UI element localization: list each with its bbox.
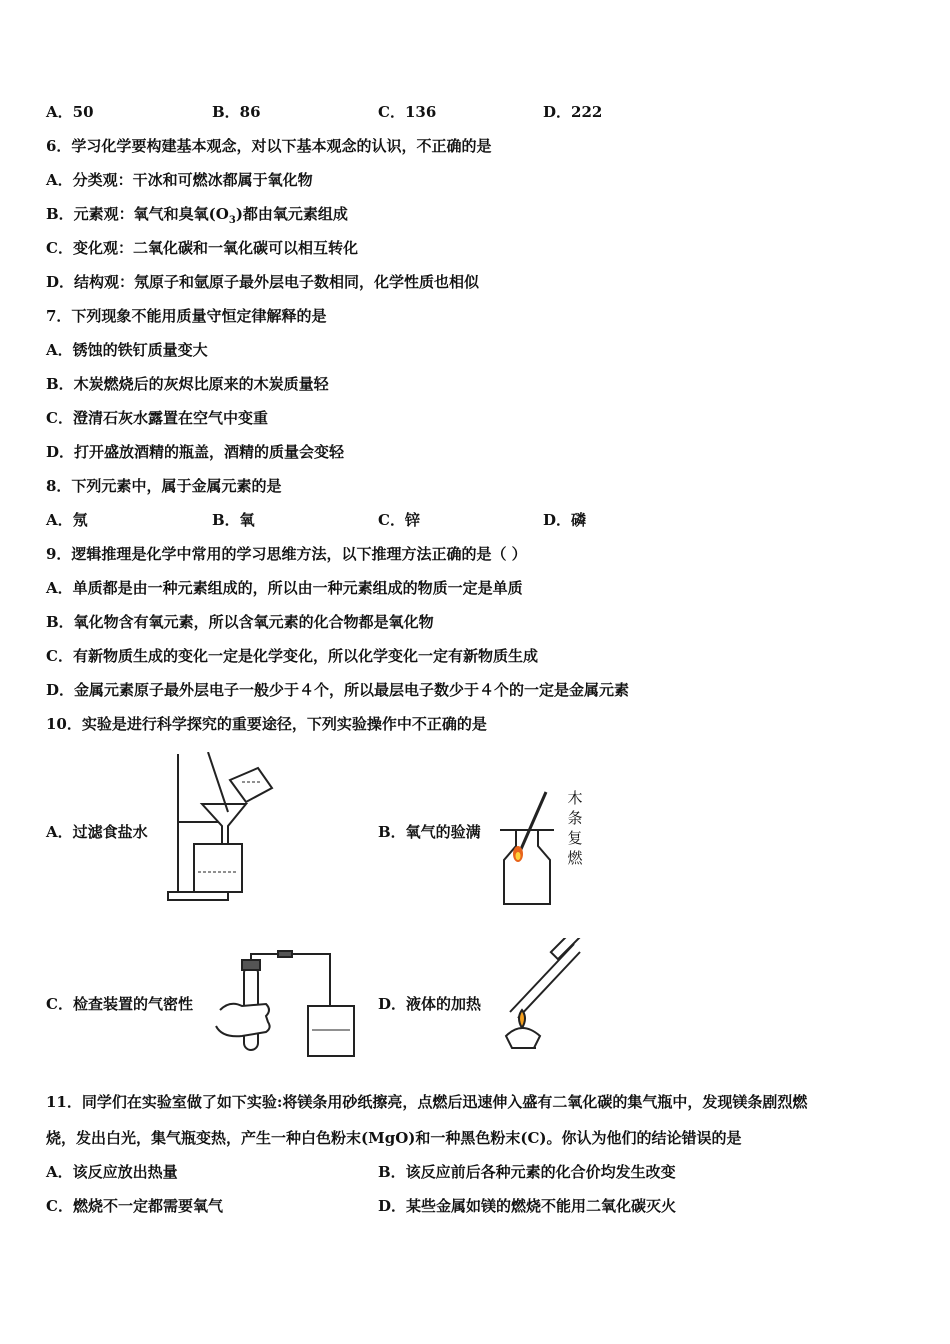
q11-option-b: B．该反应前后各种元素的化合价均发生改变 [378, 1163, 676, 1181]
liquid-heating-figure [488, 938, 602, 1052]
q6-option-a: A．分类观：干冰和可燃冰都属于氧化物 [46, 171, 313, 189]
q7-option-c: C．澄清石灰水露置在空气中变重 [46, 409, 268, 427]
q7-option-a: A．锈蚀的铁钉质量变大 [46, 341, 208, 359]
q7-option-d: D．打开盛放酒精的瓶盖，酒精的质量会变轻 [46, 443, 345, 461]
q11-option-d: D．某些金属如镁的燃烧不能用二氧化碳灭火 [378, 1197, 677, 1215]
q9-stem: 9．逻辑推理是化学中常用的学习思维方法，以下推理方法正确的是（ ） [46, 545, 527, 563]
airtightness-check-figure [212, 950, 362, 1060]
q11-option-c: C．燃烧不一定都需要氧气 [46, 1197, 223, 1215]
q5-option-a: A．50 [46, 103, 94, 121]
q11-stem-line-2: 烧，发出白光，集气瓶变热，产生一种白色粉末(MgO)和一种黑色粉末(C)。你认为他们的结论错误的是 [46, 1129, 742, 1147]
filtration-apparatus-figure [162, 752, 282, 904]
q10-option-a: A．过滤食盐水 [46, 823, 148, 841]
q7-option-b: B．木炭燃烧后的灰烬比原来的木炭质量轻 [46, 375, 329, 393]
q9-option-d: D．金属元素原子最外层电子一般少于４个，所以最层电子数少于４个的一定是金属元素 [46, 681, 630, 699]
q6-option-b: B．元素观：氧气和臭氧$(O_3)$都由氧元素组成 [46, 205, 348, 226]
q8-option-b: B．氧 [212, 511, 255, 529]
q8-option-c: C．锌 [378, 511, 420, 529]
q10-option-c: C．检查装置的气密性 [46, 995, 193, 1013]
q7-stem: 7．下列现象不能用质量守恒定律解释的是 [46, 307, 327, 325]
oxygen-test-bottle-figure [492, 790, 562, 908]
q9-option-b: B．氧化物含有氧元素，所以含氧元素的化合物都是氧化物 [46, 613, 434, 631]
q6-option-d: D．结构观：氖原子和氩原子最外层电子数相同，化学性质也相似 [46, 273, 480, 291]
q6-stem: 6．学习化学要构建基本观念，对以下基本观念的认识，不正确的是 [46, 137, 492, 155]
q8-stem: 8．下列元素中，属于金属元素的是 [46, 477, 282, 495]
q8-option-d: D．磷 [543, 511, 587, 529]
annotation-wood-splint-relights: 木 条 复 燃 [567, 789, 583, 867]
q9-option-c: C．有新物质生成的变化一定是化学变化，所以化学变化一定有新物质生成 [46, 647, 538, 665]
q10-stem: 10．实验是进行科学探究的重要途径，下列实验操作中不正确的是 [46, 715, 487, 733]
q8-option-a: A．氖 [46, 511, 88, 529]
q9-option-a: A．单质都是由一种元素组成的，所以由一种元素组成的物质一定是单质 [46, 579, 523, 597]
q11-option-a: A．该反应放出热量 [46, 1163, 178, 1181]
q10-option-d: D．液体的加热 [378, 995, 482, 1013]
q10-option-b: B．氧气的验满 [378, 823, 481, 841]
q5-option-d: D．222 [543, 103, 603, 121]
q11-stem-line-1: 11．同学们在实验室做了如下实验:将镁条用砂纸擦亮，点燃后迅速伸入盛有二氧化碳的集气瓶中，发现镁条剧烈燃 [46, 1093, 808, 1111]
q5-option-b: B．86 [212, 103, 261, 121]
q6-option-c: C．变化观：二氧化碳和一氧化碳可以相互转化 [46, 239, 358, 257]
q5-option-c: C．136 [378, 103, 437, 121]
